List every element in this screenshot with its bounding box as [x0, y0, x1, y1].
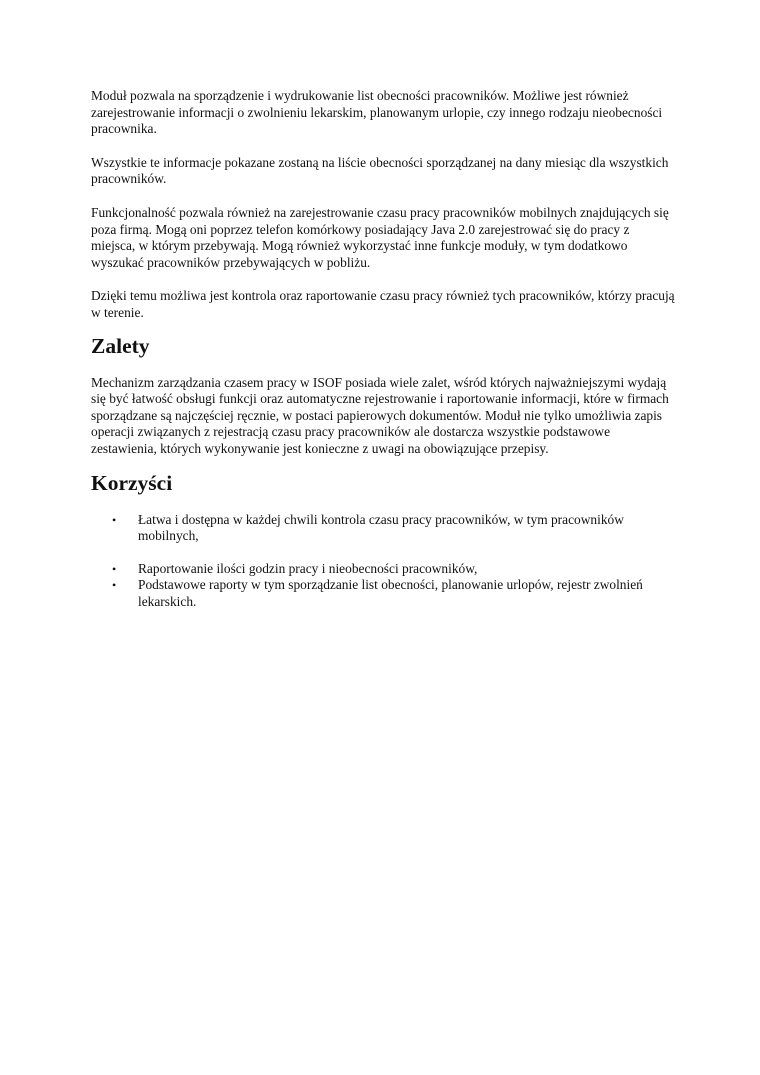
list-item	[91, 577, 676, 610]
intro-paragraph-1: Moduł pozwala na sporządzenie i wydrukowanie list obecności pracowników. Możliwe jest również zarejestrowanie informacji o zwolnieniu lekarskim, planowanym urlopie, czy innego rodzaju nieobecności pracownika.	[91, 88, 663, 137]
bullet-icon: •	[112, 512, 117, 527]
list-item	[91, 512, 676, 545]
list-item-text: Łatwa i dostępna w każdej chwili kontrola czasu pracy pracowników, w tym pracowników mobilnych,	[138, 511, 624, 544]
zalety-paragraph: Mechanizm zarządzania czasem pracy w ISOF posiada wiele zalet, wśród których najważniejszymi wydają się być łatwość obsługi funkcji oraz automatyczne rejestrowanie i raportowanie informacji, które w firmach sporządzane są najczęściej ręcznie, w postaci papierowych dokumentów. Moduł nie tylko umożliwia zapis operacji związanych z rejestracją czasu pracy pracowników ale dostarcza wszystkie podstawowe zestawienia, których wykonywanie jest konieczne z uwagi na obowiązujące przepisy.	[91, 374, 669, 456]
list-item	[91, 561, 676, 578]
zalety-heading: Zalety	[91, 333, 150, 358]
bullet-icon: •	[112, 578, 117, 593]
intro-paragraph-4: Dzięki temu możliwa jest kontrola oraz raportowanie czasu pracy również tych pracowników, którzy pracują w terenie.	[91, 288, 675, 320]
intro-paragraph-2: Wszystkie te informacje pokazane zostaną na liście obecności sporządzanej na dany miesiąc dla wszystkich pracowników.	[91, 154, 669, 187]
document-page	[91, 88, 676, 610]
list-item-text: Podstawowe raporty w tym sporządzanie list obecności, planowanie urlopów, rejestr zwolnień lekarskich.	[138, 577, 643, 609]
intro-paragraph-3: Funkcjonalność pozwala również na zarejestrowanie czasu pracy pracowników mobilnych znajdujących się poza firmą. Mogą oni poprzez telefon komórkowy posiadający Java 2.0 zarejestrować się do pracy z miejsca, w którym przebywają. Mogą również wykorzystać inne funkcje moduły, w tym dodatkowo wyszukać pracowników przebywających w pobliżu.	[91, 204, 669, 270]
bullet-icon: •	[112, 561, 117, 576]
benefits-list	[91, 512, 676, 611]
list-item-text: Raportowanie ilości godzin pracy i nieobecności pracowników,	[138, 560, 478, 576]
korzysci-heading: Korzyści	[91, 470, 173, 495]
